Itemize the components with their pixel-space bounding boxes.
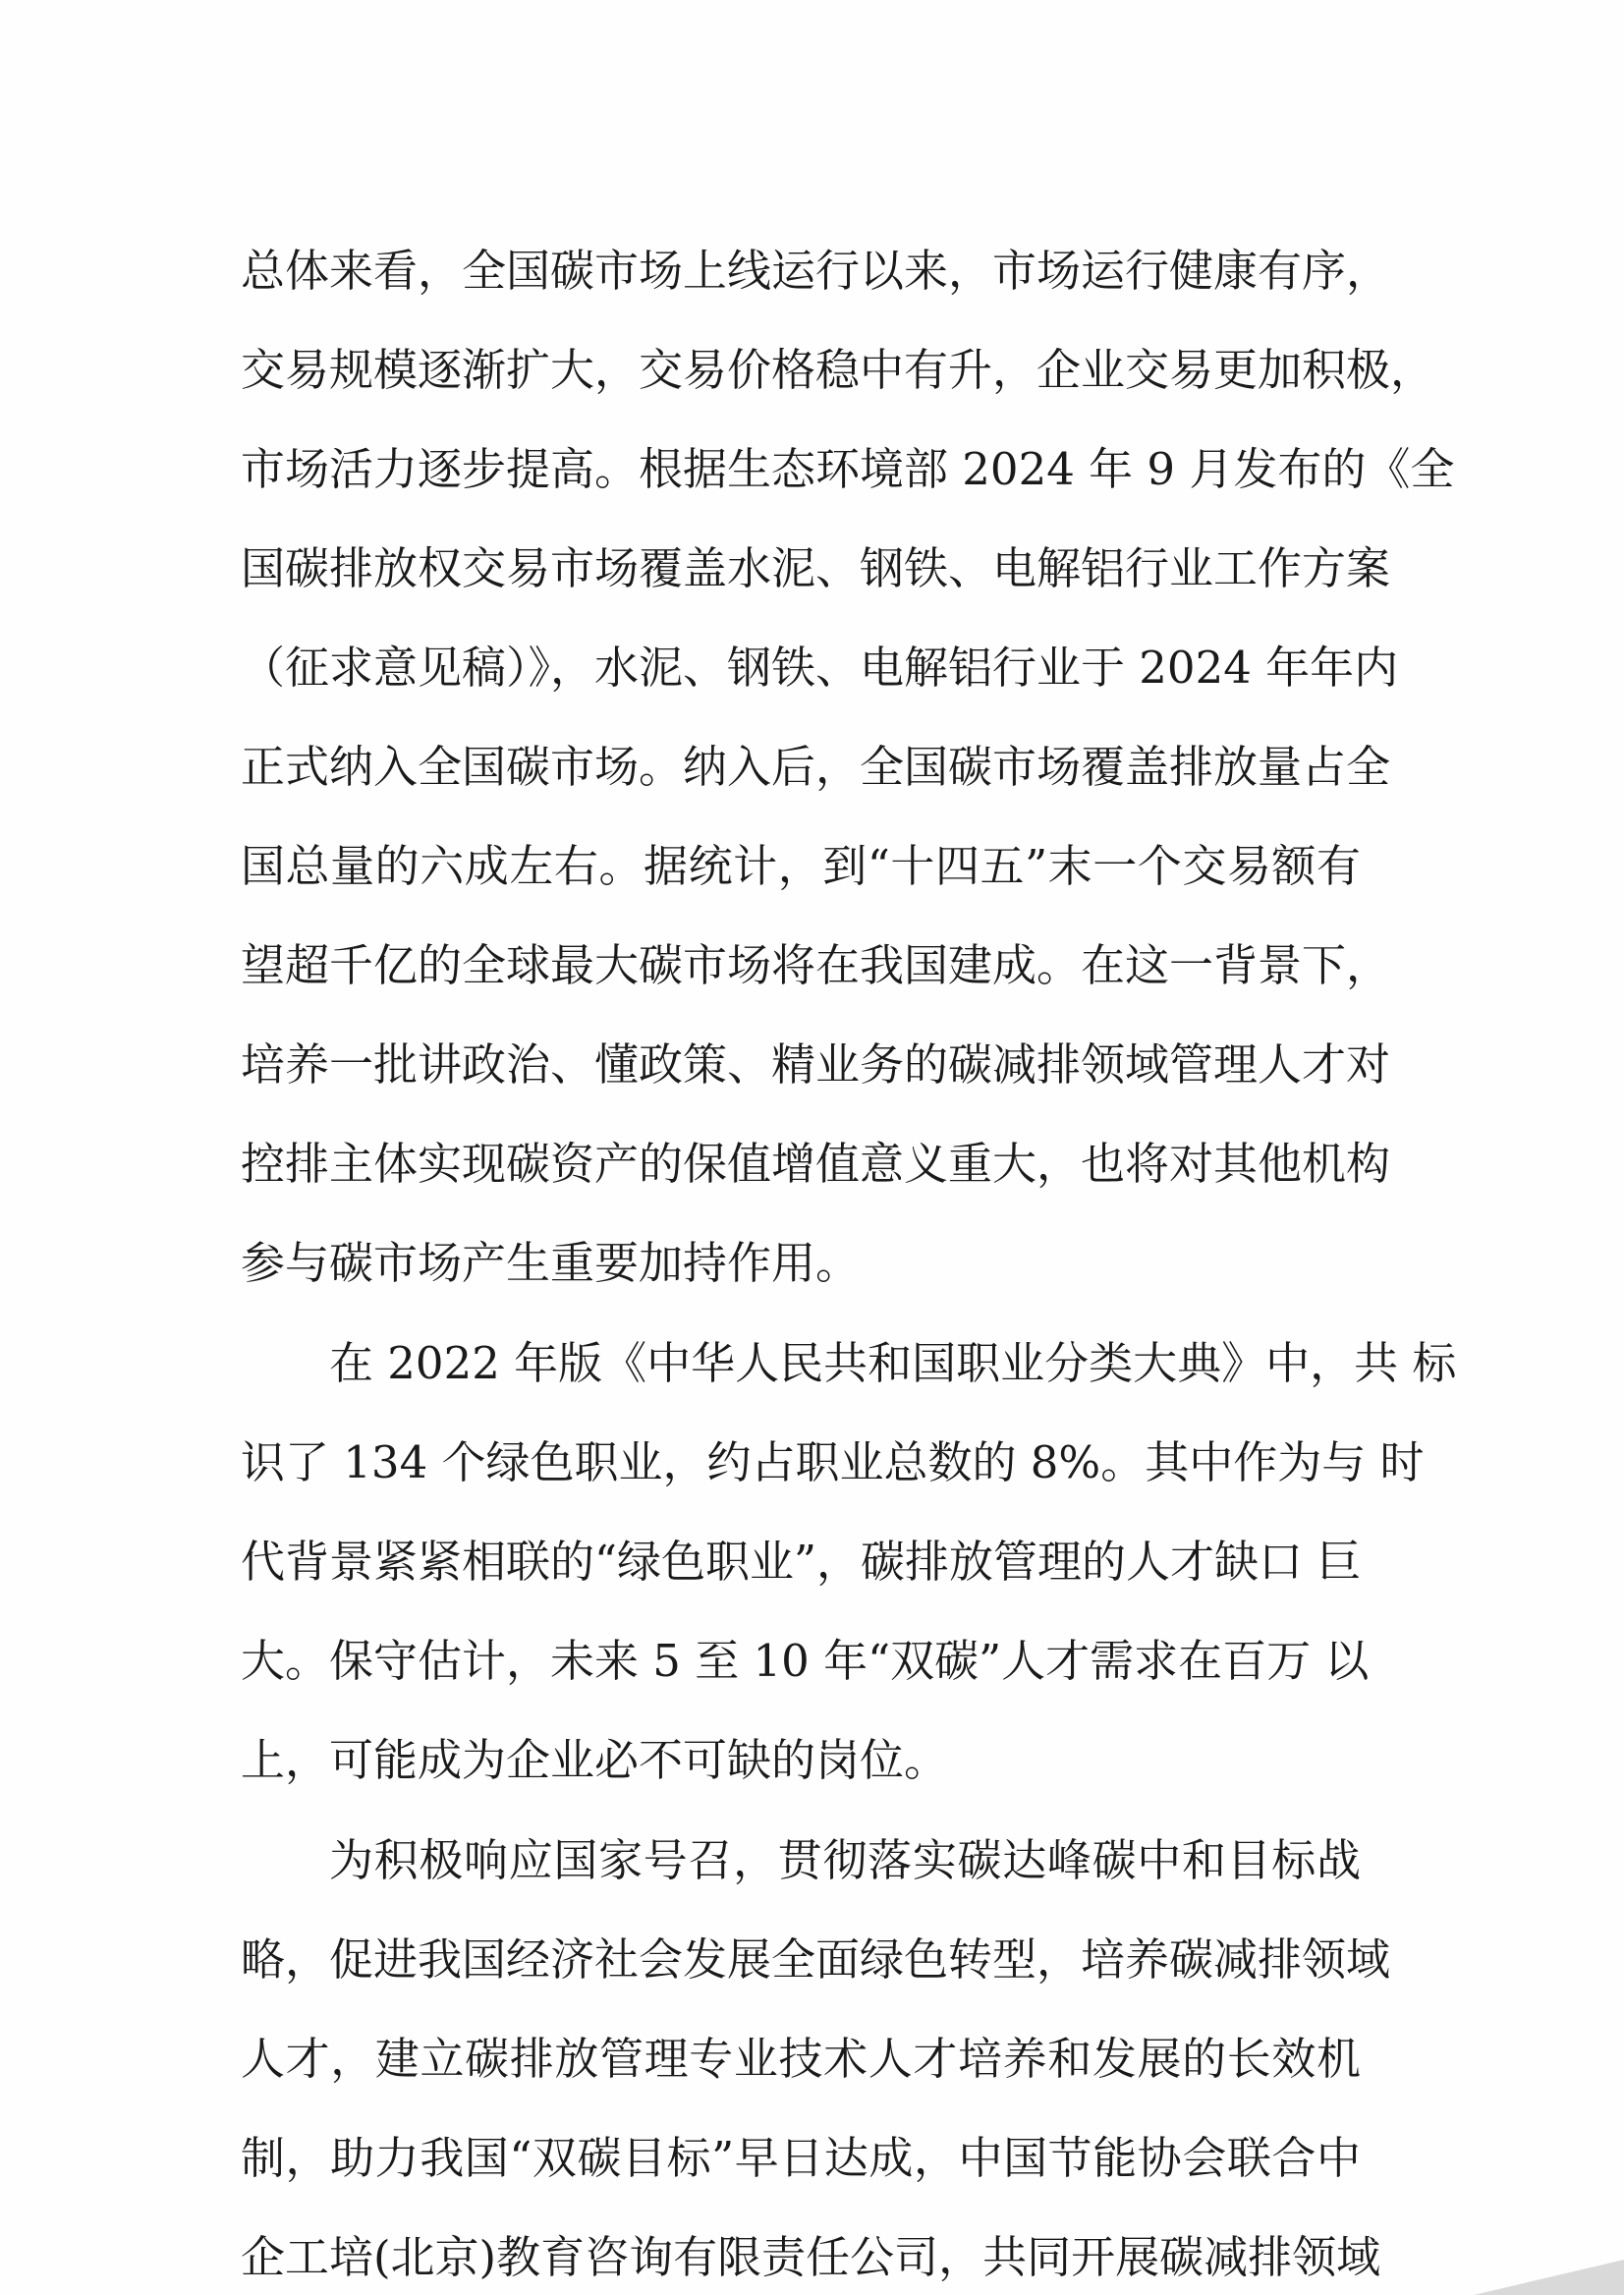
- paragraph-2-line-5: 上，可能成为企业必不可缺的岗位。: [241, 1734, 949, 1786]
- paragraph-1-line-7: 国总量的六成左右。据统计，到“十四五”末一个交易额有: [241, 840, 1361, 892]
- paragraph-3-line-5: 企工培(北京)教育咨询有限责任公司，共同开展碳减排领域: [241, 2231, 1381, 2283]
- paragraph-2-line-2: 识了 134 个绿色职业，约占职业总数的 8%。其中作为与 时: [241, 1436, 1425, 1488]
- paragraph-1-line-10: 控排主体实现碳资产的保值增值意义重大，也将对其他机构: [241, 1138, 1391, 1190]
- paragraph-1-line-1: 总体来看，全国碳市场上线运行以来，市场运行健康有序，: [241, 245, 1391, 297]
- paragraph-1-line-5: （征求意见稿）》，水泥、钢铁、电解铝行业于 2024 年年内: [241, 642, 1399, 694]
- paragraph-1-line-9: 培养一批讲政治、懂政策、精业务的碳减排领域管理人才对: [241, 1038, 1391, 1091]
- paragraph-1-line-11: 参与碳市场产生重要加持作用。: [241, 1237, 861, 1289]
- paragraph-3-line-1: 为积极响应国家号召，贯彻落实碳达峰碳中和目标战: [329, 1834, 1361, 1886]
- paragraph-2-line-3: 代背景紧紧相联的“绿色职业”，碳排放管理的人才缺口 巨: [241, 1536, 1362, 1588]
- paragraph-1-line-2: 交易规模逐渐扩大，交易价格稳中有升，企业交易更加积极，: [241, 344, 1435, 396]
- paragraph-2-line-4: 大。保守估计，未来 5 至 10 年“双碳”人才需求在百万 以: [241, 1635, 1370, 1687]
- paragraph-1-line-6: 正式纳入全国碳市场。纳入后，全国碳市场覆盖排放量占全: [241, 741, 1391, 793]
- paragraph-3-line-4: 制，助力我国“双碳目标”早日达成，中国节能协会联合中: [241, 2132, 1361, 2184]
- paragraph-1-line-8: 望超千亿的全球最大碳市场将在我国建成。在这一背景下，: [241, 939, 1391, 991]
- paragraph-1-line-3: 市场活力逐步提高。根据生态环境部 2024 年 9 月发布的《全: [241, 443, 1455, 495]
- paragraph-3-line-3: 人才，建立碳排放管理专业技术人才培养和发展的长效机: [241, 2033, 1361, 2085]
- paragraph-3-line-2: 略，促进我国经济社会发展全面绿色转型，培养碳减排领域: [241, 1933, 1391, 1986]
- paragraph-2-line-1: 在 2022 年版《中华人民共和国职业分类大典》中，共 标: [329, 1337, 1457, 1389]
- paragraph-1-line-4: 国碳排放权交易市场覆盖水泥、钢铁、电解铝行业工作方案: [241, 542, 1391, 594]
